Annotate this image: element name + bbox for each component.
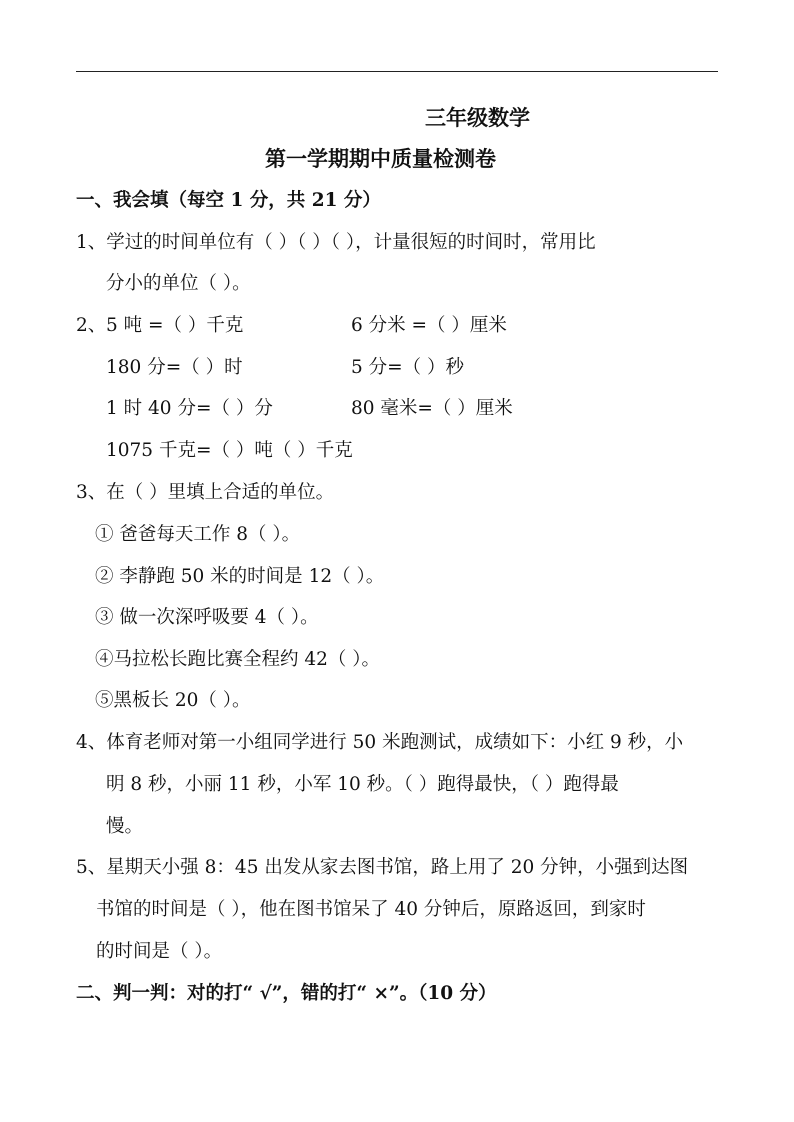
q5-line2: 书馆的时间是（ ），他在图书馆呆了 40 分钟后，原路返回，到家时 (96, 899, 646, 920)
q3-stem: 3、在（ ）里填上合适的单位。 (76, 482, 335, 503)
section2-heading: 二、判一判：对的打“ √”，错的打“ ×”。（10 分） (76, 983, 497, 1004)
q4-line1: 4、体育老师对第一小组同学进行 50 米跑测试，成绩如下：小红 9 秒，小 (76, 732, 684, 753)
section1-heading: 一、我会填（每空 1 分，共 21 分） (76, 190, 381, 211)
grade-title: 三年级数学 (425, 105, 530, 130)
q3-item: ③ 做一次深呼吸要 4（ ）。 (95, 607, 319, 628)
exam-title: 第一学期期中质量检测卷 (265, 146, 496, 171)
q2-item: 5 吨 =（ ）千克 (106, 315, 244, 336)
q2-item: 1075 千克=（ ）吨（ ）千克 (106, 440, 353, 461)
q4-line2: 明 8 秒，小丽 11 秒，小军 10 秒。（ ）跑得最快，（ ）跑得最 (106, 774, 619, 795)
q2-item: 180 分=（ ）时 (106, 357, 243, 378)
q4-line3: 慢。 (106, 816, 144, 837)
q2-item: 1 时 40 分=（ ）分 (106, 398, 273, 419)
q2-item: 5 分=（ ）秒 (351, 357, 465, 378)
q3-item: ⑤黑板长 20（ ）。 (95, 690, 251, 711)
q3-item: ② 李静跑 50 米的时间是 12（ ）。 (95, 566, 385, 587)
q2-number: 2、 (76, 315, 107, 336)
q1-line1: 1、学过的时间单位有（ ）（ ）（ ），计量很短的时间时，常用比 (76, 232, 596, 253)
q3-item: ④马拉松长跑比赛全程约 42（ ）。 (95, 649, 381, 670)
q3-item: ① 爸爸每天工作 8（ ）。 (95, 524, 301, 545)
q1-line2: 分小的单位（ ）。 (106, 273, 251, 294)
q2-item: 6 分米 =（ ）厘米 (351, 315, 507, 336)
q2-item: 80 毫米=（ ）厘米 (351, 398, 513, 419)
header-rule (76, 71, 718, 72)
q5-line1: 5、星期天小强 8：45 出发从家去图书馆，路上用了 20 分钟，小强到达图 (76, 857, 689, 878)
q5-line3: 的时间是（ ）。 (96, 941, 223, 962)
